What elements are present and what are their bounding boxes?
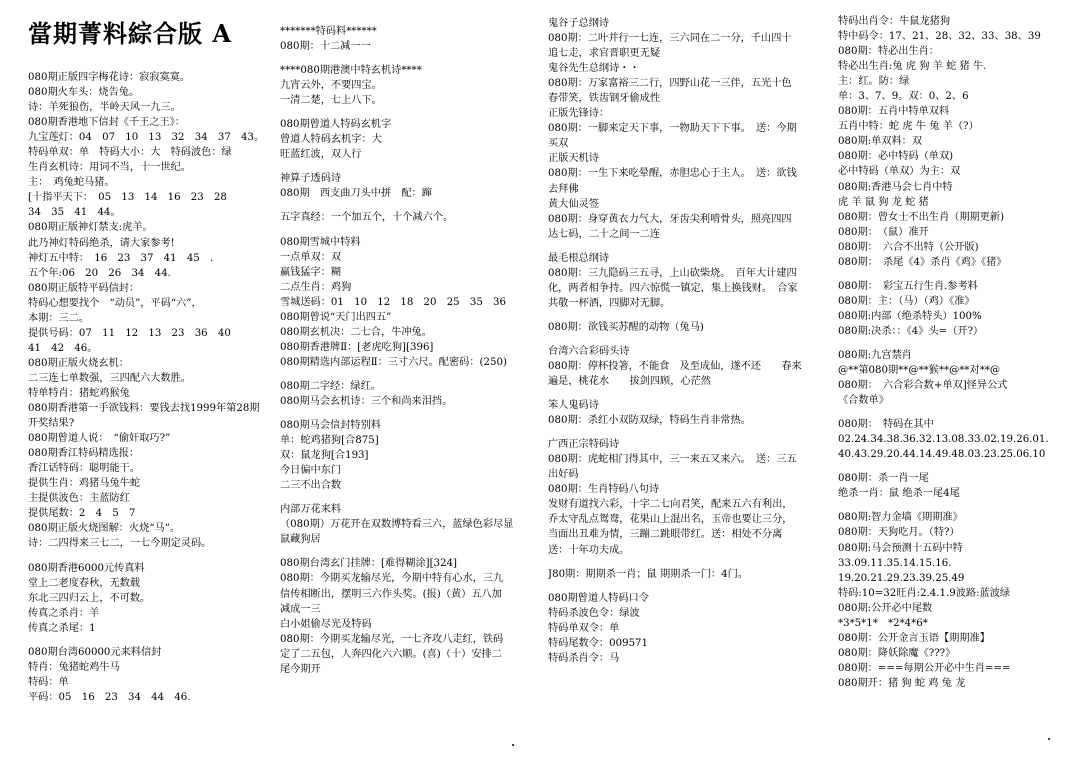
text-line: 080期二字经：绿红。 [280, 380, 381, 392]
text-line: 080期：身穿黄衣力气大，牙齿尖利啃骨头，照亮四四 [548, 213, 792, 225]
spacer [838, 270, 1074, 279]
text-line: 尾今期开 [280, 663, 321, 675]
text-line: 必中特码（单双）为主：双 [838, 166, 961, 178]
column-4 [838, 0, 1074, 762]
text-line: 080期正版神灯禁支:虎羊。 [28, 222, 153, 234]
text-line: 特单特肖：猪蛇鸡猴兔 [28, 387, 130, 399]
text-line: 080期：生肖特码八句诗 [548, 484, 660, 496]
text-line: 080期：五肖中特单双料 [838, 106, 950, 118]
spacer [280, 547, 545, 556]
text-line: 旺蓝红波，双人行 [280, 149, 362, 161]
text-line: 诗：二四得来三七二，一七今期定灵码。 [28, 538, 212, 550]
text-line: 提供生肖：鸡猪马兔牛蛇 [28, 478, 141, 490]
text-line: 080期台湾60000元来料信封 [28, 646, 162, 658]
text-line: 开奖结果? [28, 418, 75, 430]
text-line: 080期：虎蛇相门得其中，三一来五又来六。 送：三五 [548, 454, 797, 466]
text-line: 正版天机诗 [548, 153, 599, 165]
column-2 [280, 0, 545, 762]
text-line: 鼠藏狗居 [280, 534, 321, 546]
text-line: ****080期港澳中特玄机诗**** [280, 65, 422, 77]
text-line: 080期： 彩宝五行生肖.参考料 [838, 280, 978, 292]
text-line: 传真之杀尾：1 [28, 622, 96, 634]
spacer [548, 311, 833, 320]
text-line: 080期开：猪 狗 蛇 鸡 兔 龙 [838, 677, 966, 689]
text-line: 赢钱猛字：糊 [280, 266, 342, 278]
text-line: 特码出肖令：牛鼠龙猪狗 [838, 16, 951, 27]
text-line: 080期：十二减一一 [280, 41, 371, 53]
column-1-lines [28, 70, 268, 705]
text-line: 内部万花来料 [280, 504, 342, 516]
text-line: 特码单双：单 特码大小：大 特码波色：绿 [28, 147, 232, 159]
spacer [548, 389, 833, 398]
text-line: 080期台湾玄门挂牌：[难得糊涂][324] [280, 558, 458, 570]
text-line: 平码：05 16 23 34 44 46. [28, 691, 191, 703]
column-2-lines [280, 24, 545, 677]
text-line: 减成一三 [280, 603, 321, 615]
text-line: 送：十年功夫成。 [548, 544, 630, 556]
text-line: 定了二五包，人奔四化六六顺。(喜)（十）安排二 [280, 648, 502, 660]
text-line: 特肖：兔猪蛇鸡牛马 [28, 661, 120, 673]
text-line: 080期：降妖除魔《???》 [838, 647, 956, 659]
spacer [28, 636, 268, 645]
text-line: 080期：必中特码（单双) [838, 151, 954, 163]
text-line: 080期:决杀：：《4》头=（开?） [838, 325, 984, 337]
text-line: 出好码 [548, 469, 579, 481]
text-line: 生肖玄机诗：用词不当，十一世纪。 [28, 162, 191, 174]
spacer [280, 108, 545, 117]
text-line: 去拜佛 [548, 183, 579, 195]
text-line: 神算子透码诗 [280, 173, 342, 185]
text-line: 特码单双令：单 [548, 622, 620, 634]
text-line: 080期：今期买龙输尽光，今期中特有心水，三九 [280, 573, 504, 585]
text-line: 一清二楚，七上八下。 [280, 95, 382, 107]
text-line: 特码杀波色令：绿波 [548, 607, 640, 619]
text-line: 080期正版火烧玄机： [28, 357, 129, 369]
text-line: 080期正版火烧图解：火烧“马”。 [28, 523, 181, 535]
text-line: 080期：特必出生肖： [838, 46, 939, 58]
text-line: 080期：欲钱买苏醒的动物（兔马) [548, 321, 704, 333]
text-line: 080期：今期买龙输尽光，一七齐攻八走红，铁码 [280, 633, 504, 645]
text-line: 080期:单双料：双 [838, 136, 923, 148]
spacer [280, 201, 545, 210]
text-line: 绝杀一肖：鼠 绝杀一尾4尾 [838, 488, 960, 500]
text-line: 080期曾说“天门出四五” [280, 311, 392, 323]
text-line: 080期 西支曲刀头中拼 配：蹿 [280, 188, 432, 200]
spacer [548, 558, 833, 567]
text-line: 080期： 杀尾《4》杀肖《鸡》《猪》 [838, 256, 1007, 268]
text-line: 提供号码：07 11 12 13 23 36 40 [28, 327, 231, 339]
text-line: 080期： 六合彩合数+单双]怪异公式 [838, 380, 1008, 392]
text-line: 080期：天狗吃月。（特?） [838, 527, 960, 539]
column-3 [548, 0, 833, 762]
text-line: 黄大仙灵签 [548, 198, 599, 210]
text-line: 九宝莲灯：04 07 10 13 32 34 37 43。 [28, 132, 265, 144]
text-line: 单：蛇鸡猪狗[合875] [280, 435, 379, 447]
text-line: 乔太守乱点鸳鸯，花果山上混出名，玉帝也要让三分， [548, 514, 793, 526]
page-title: 當期菁料綜合版 A [28, 19, 232, 48]
text-line: 080期精选内部运程Ⅱ：三寸六尺。配密码：(250) [280, 356, 507, 368]
spacer [548, 242, 833, 251]
text-line: 080期： 特码在其中 [838, 419, 934, 431]
text-line: 080期正版四字梅花诗：寂寂寞寞。 [28, 72, 191, 83]
text-line: 080期香港第一手欲钱料：要钱去找1999年第28期 [28, 403, 260, 415]
text-line: 一点单双：双 [280, 251, 342, 263]
text-line: 080期雪城中特料 [280, 236, 361, 248]
text-line: 特中码令：17、21、28、32、33、38、39 [838, 31, 1041, 43]
text-line: 笨人鬼码诗 [548, 400, 599, 412]
text-line: 080期:内部（绝杀特头）100% [838, 310, 982, 322]
text-line: 鬼谷先生总纲诗・・ [548, 63, 640, 75]
spacer [280, 409, 545, 418]
text-line: J80期：期期杀一肖；鼠 期期杀一门：4门。 [548, 568, 748, 580]
spacer [280, 370, 545, 379]
text-line: 正版先锋诗： [548, 108, 610, 120]
text-line: 080期：杀一肖一尾 [838, 473, 929, 485]
spacer [28, 552, 268, 561]
text-line: 九宵云外，不要四宝。 [280, 80, 382, 92]
text-line: 二三连七单数强，三四配六大数胜。 [28, 372, 191, 384]
text-line: 主提供波色：主蓝防红 [28, 493, 130, 505]
spacer [280, 54, 545, 63]
text-line: 香江话特码：聪明能干。 [28, 463, 141, 475]
text-line: 080期曾道人说： “偷奸取巧?” [28, 433, 171, 445]
text-line: 堂上二老度春秋，无数载 [28, 577, 141, 589]
text-line: 鬼谷子总纲诗 [548, 18, 610, 29]
text-line: 主：红。防：绿 [838, 76, 910, 88]
spacer [280, 493, 545, 502]
spacer [838, 339, 1074, 348]
spacer [548, 428, 833, 437]
text-line: 达七码，二十之间一二连 [548, 228, 661, 240]
text-line: 34 35 41 44。 [28, 207, 121, 219]
text-line: 二点生肖：鸡狗 [280, 281, 352, 293]
text-line: 080期香港牌Ⅱ：[老虎吃狗][396] [280, 341, 434, 353]
column-3-lines [548, 16, 833, 666]
text-line: 080期： 六合不出特（公开版) [838, 241, 979, 253]
spacer [838, 408, 1074, 417]
text-line: 080期：曾女士不出生肖（期期更新) [838, 211, 1005, 223]
spacer [280, 226, 545, 235]
text-line: 080期：一脚来定天下事，一物助天下下事。 送：今期 [548, 123, 797, 135]
text-line: 080期:马会预测十五码中特 [838, 542, 963, 554]
text-line: 虎 羊 鼠 狗 龙 蛇 猪 [838, 196, 929, 208]
text-line: 雪城送码：01 10 12 18 20 25 35 36 [280, 296, 506, 308]
text-line: 080期:九宫禁肖 [838, 349, 912, 361]
text-line: 东北三四归云上，不可数。 [28, 592, 151, 604]
text-line: 080期正版特平码信封： [28, 282, 140, 294]
column-1 [28, 0, 268, 762]
text-line: 080期：===每期公开必中生肖=== [838, 662, 1011, 674]
text-line: *******特码料****** [280, 26, 377, 37]
text-line: 买双 [548, 138, 569, 150]
text-line: 五个年:06 20 26 34 44. [28, 267, 171, 279]
text-line: 遍是，桃花水 拔剑四顾，心茫然 [548, 376, 711, 388]
text-line: 传真之杀肖：羊 [28, 607, 100, 619]
text-line: 特码心想要找个 “动员”，平码“六”， [28, 297, 202, 309]
text-line: 五字真经：一个加五个，十个减六个。 [280, 212, 454, 224]
text-line: 提供尾数：2 4 5 7 [28, 508, 136, 520]
text-line: 080期火车头：烧告兔。 [28, 87, 140, 99]
text-line: 080期香港地下信封《千王之王》： [28, 117, 185, 129]
spacer [838, 462, 1074, 471]
text-line: 080期曾道人特码口令 [548, 592, 649, 604]
text-line: 化，两者相争持。四六惊慌一镇定，集上换钱财。 合家 [548, 282, 798, 294]
text-line: 080期：杀红小双防双绿，特码生肖非常热。 [548, 415, 751, 427]
text-line: 080期：二叶并行一七连，三六同在二一分，千山四十 [548, 33, 792, 45]
text-line: （080期）万花开在双数博特看三六，蓝绿色彩尽显 [280, 519, 514, 531]
text-line: 广西正宗特码诗 [548, 439, 620, 451]
text-line: 本期：三二。 [28, 312, 90, 324]
text-line: 五肖中特：蛇 虎 牛 兔 羊（?） [838, 121, 979, 133]
text-line: 神灯五中特： 16 23 37 41 45 . [28, 252, 214, 264]
text-line: 40.43.29.20.44.14.49.48.03.23.25.06.10 [838, 449, 1046, 461]
text-line: 最毛根总纲诗 [548, 252, 610, 264]
text-line: 诗：羊死狼伤，半岭天风一九三。 [28, 102, 181, 114]
text-line: 台湾六合彩码头诗 [548, 345, 630, 357]
text-line: 080期： （鼠）准开 [838, 226, 929, 238]
text-line: 《合数单》 [838, 395, 889, 407]
text-line: 080期：主：（马）（鸡）《准》 [838, 295, 975, 307]
text-line: 41 42 46。 [28, 342, 98, 354]
text-line: *3*5*1* *2*4*6* [838, 617, 928, 629]
text-line: 特码:10=32旺肖:2.4.1.9波路:蓝波绿 [838, 587, 1011, 599]
text-line: 080期:智力金墙《期期准》 [838, 512, 963, 524]
spacer [548, 335, 833, 344]
text-line: 此乃神灯特码绝杀，请大家参考! [28, 237, 175, 249]
text-line: 春带笑，铁齿钢牙偷成性 [548, 93, 661, 105]
text-line: 080期曾道人特码玄机字 [280, 119, 392, 131]
text-line: 080期马会玄机诗：三个和尚来泪挡。 [280, 395, 453, 407]
text-line: 曾道人特码玄机字：大 [280, 134, 382, 146]
text-line: @**第080期**@**猴**@**对**@ [838, 365, 1001, 377]
text-line: 双：鼠龙狗[合193] [280, 450, 369, 462]
text-line: 特码杀肖令：马 [548, 652, 620, 664]
spacer [838, 501, 1074, 510]
text-line: 080期马会信封特别料 [280, 420, 381, 432]
text-line: 02.24.34.38.36.32.13.08.33.02.19.26.01. [838, 434, 1049, 446]
text-line: 今日偏中东门 [280, 465, 342, 477]
text-line: 080期：三九隐码三五寻，上山砍柴烧。 百年大计建四 [548, 267, 797, 279]
text-line: 080期:香港马会七肖中特 [838, 181, 953, 193]
column-4-lines [838, 14, 1074, 691]
text-line: 追七走，求官晋职更无疑 [548, 48, 661, 60]
text-line: 080期香港6000元传真料 [28, 562, 145, 574]
text-line: 白小姐偷尽光及特码 [280, 618, 372, 630]
text-line: 信传相断出，摆明三六作头奖。(报)（黄）五八加 [280, 588, 502, 600]
spacer [280, 162, 545, 171]
text-line: 二三不出合数 [280, 480, 342, 492]
text-line: 080期：停杯投箸，不能食 及至成仙，遂不还 春来 [548, 360, 802, 372]
text-line: [十指平天下： 05 13 14 16 23 28 [28, 192, 227, 204]
text-line: 单：3、7、9。双：0、2、6 [838, 91, 969, 103]
text-line: 080期玄机决：二七合，牛冲兔。 [280, 326, 432, 338]
text-line: 080期：一生下来吃晕醒，赤胆忠心于主人。 送：欲钱 [548, 168, 797, 180]
text-line: 19.20.21.29.23.39.25.49 [838, 572, 965, 584]
text-line: 主： 鸡兔蛇马猪。 [28, 177, 115, 189]
text-line: 33.09.11.35.14.15.16. [838, 557, 952, 569]
text-line: 当面出丑难为情，三蹦二跳眼带红。送：相处不分离 [548, 529, 783, 541]
text-line: 共敬一杯酒，四脚对无脚。 [548, 297, 671, 309]
text-line: 080期:公开必中尾数 [838, 602, 933, 614]
scan-speck [512, 744, 514, 746]
text-line: 特码尾数令：009571 [548, 637, 649, 649]
text-line: 特码：单 [28, 676, 69, 688]
text-line: 发财有道找六彩，十字二七向君笑，配来五六有利出， [548, 499, 793, 511]
text-line: 080期：万家富裕三二行，四野山花一三伴，五光十色 [548, 78, 792, 90]
text-line: 080期：公开金言玉语【期期准】 [838, 632, 990, 644]
text-line: 特必出生肖:兔 虎 狗 羊 蛇 猪 牛. [838, 61, 987, 73]
text-line: 080期香江特码精选报： [28, 448, 140, 460]
spacer [548, 582, 833, 591]
scan-speck [1048, 738, 1050, 740]
